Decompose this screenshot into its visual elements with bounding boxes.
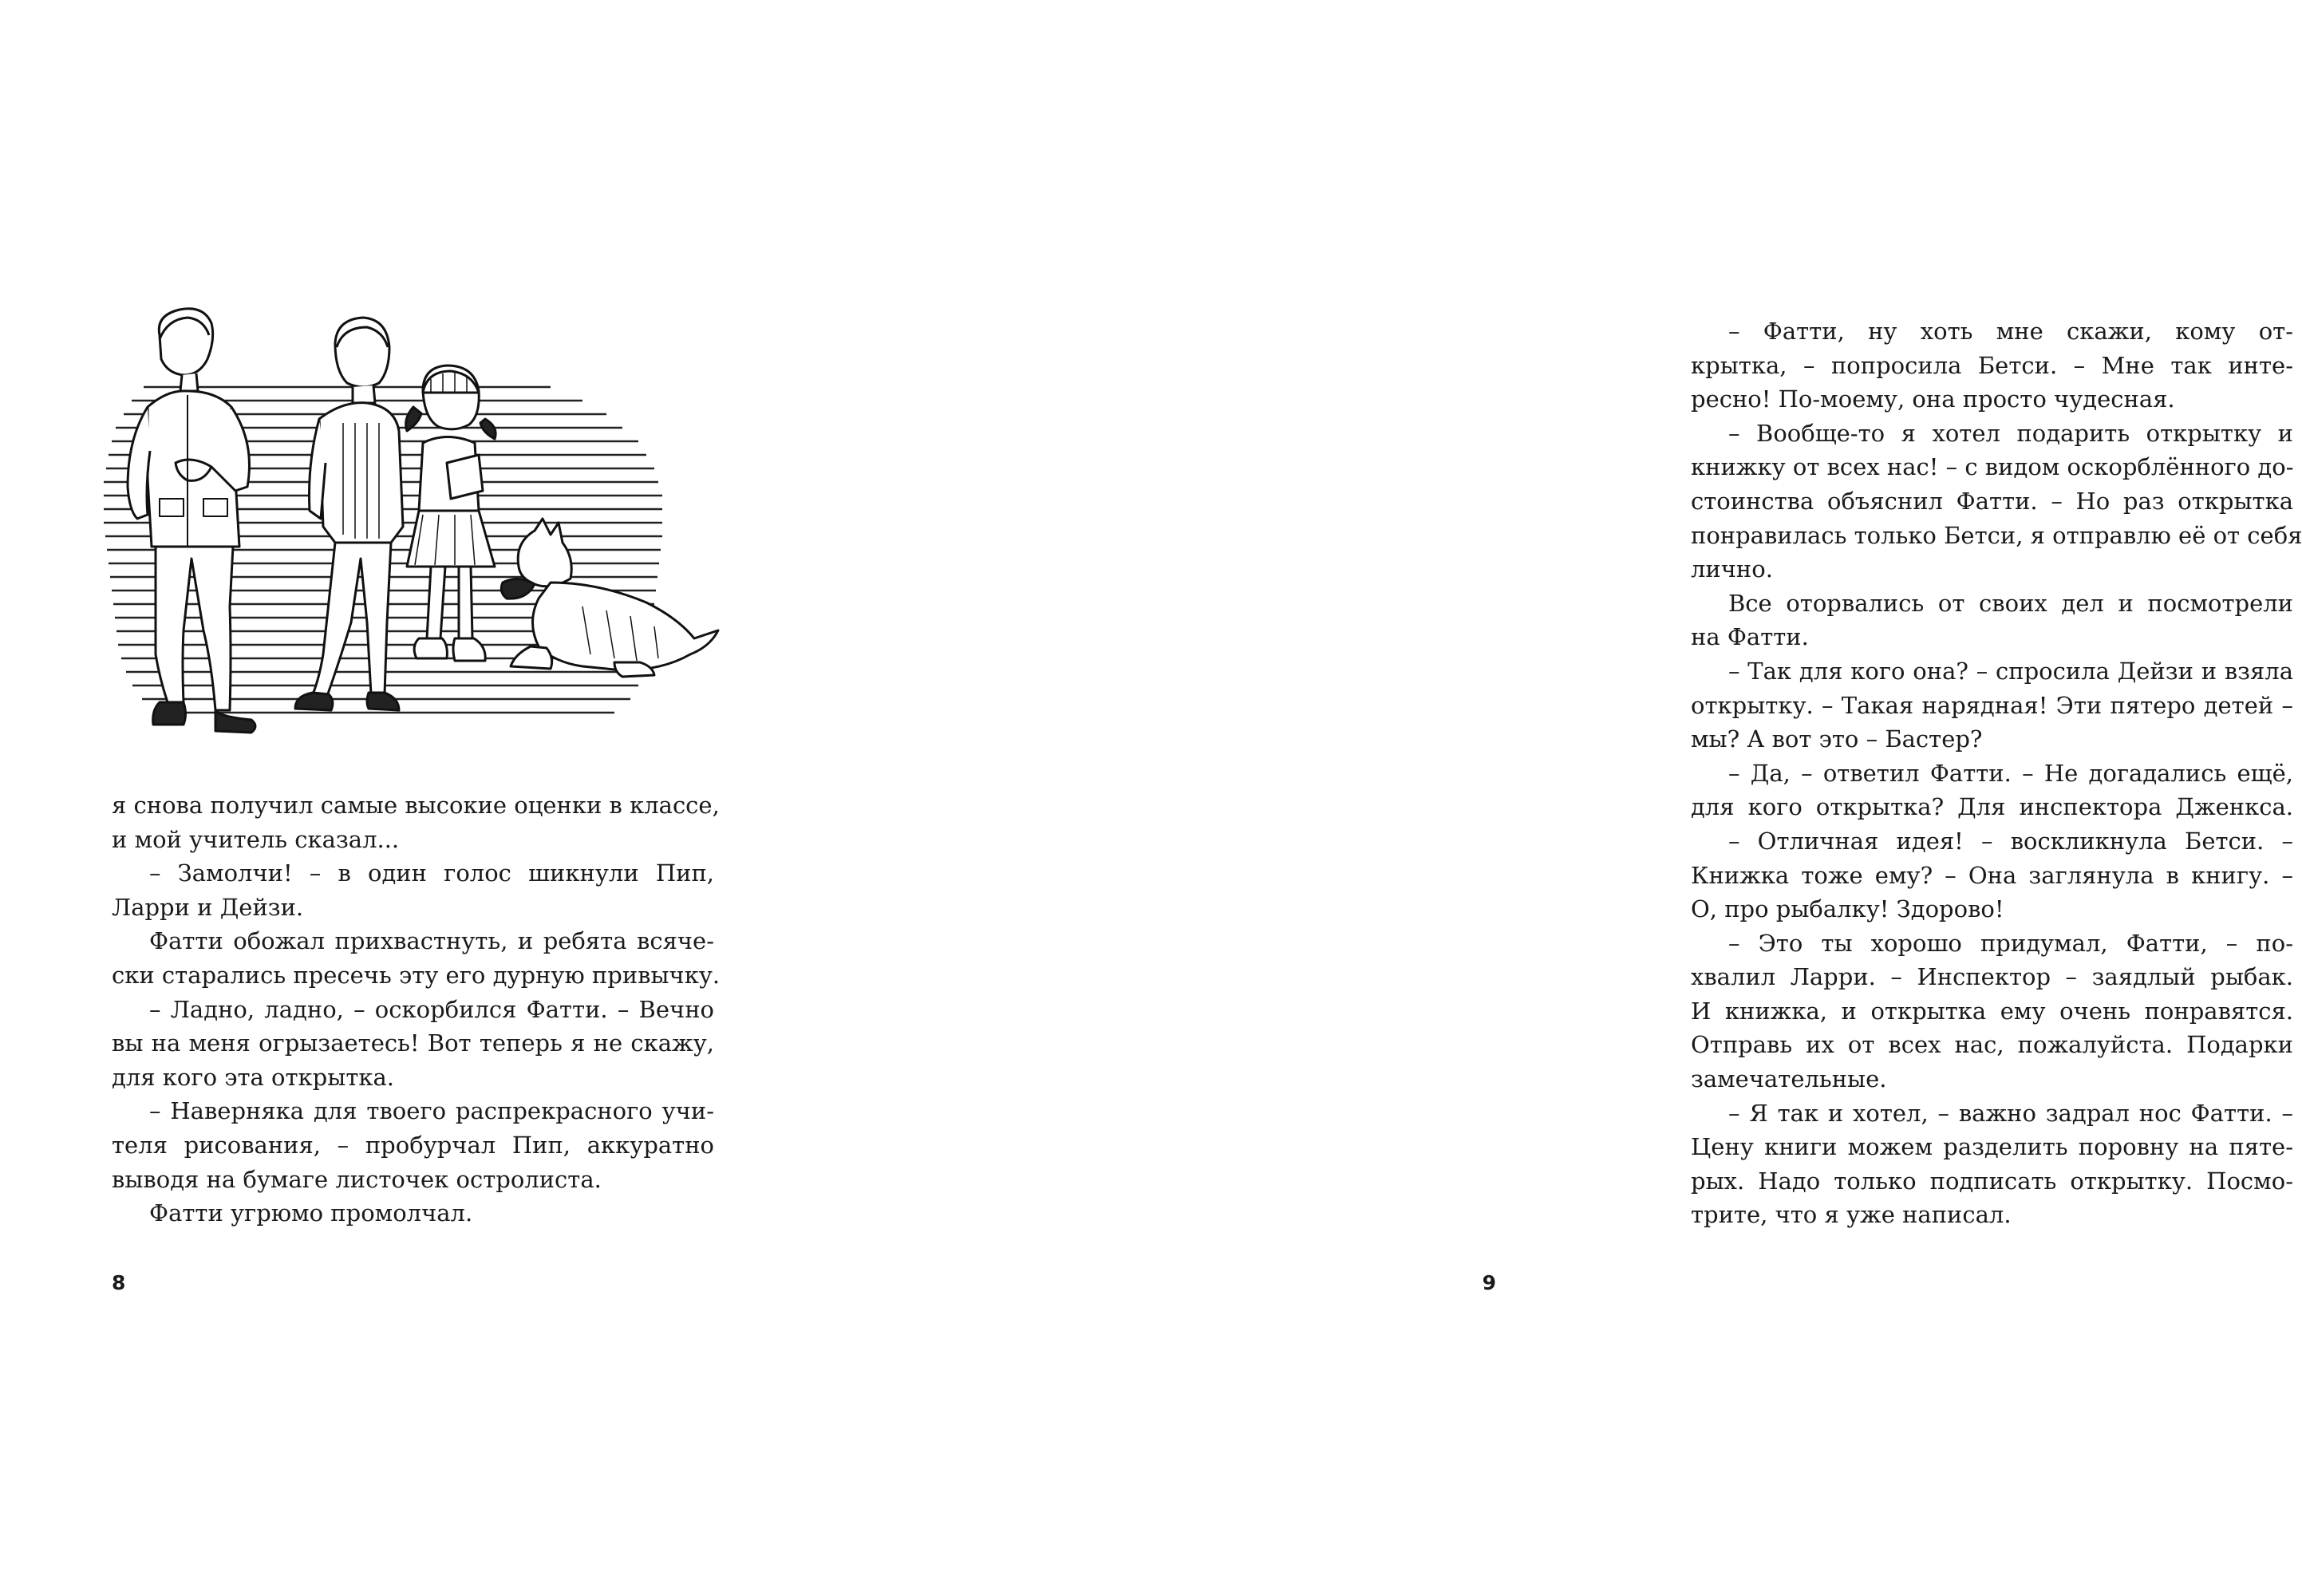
page-number-left: 8 (112, 1271, 126, 1294)
boy-left-figure (128, 309, 255, 733)
text-line: – Я так и хотел, – важно задрал нос Фатти. – (1728, 1099, 2293, 1127)
text-line: – Фатти, ну хоть мне скажи, кому от- (1728, 318, 2293, 345)
text-line: – Да, – ответил Фатти. – Не догадались ещё, (1728, 759, 2293, 787)
right-page (798, 0, 2302, 1596)
text-line: ски старались пресечь эту его дурную привычку. (112, 961, 721, 989)
text-line: – Ладно, ладно, – оскорбился Фатти. – Вечно (149, 995, 714, 1023)
text-line: – Замолчи! – в один голос шикнули Пип, (149, 859, 714, 887)
text-line: на Фатти. (1691, 623, 1809, 651)
left-page-text (112, 788, 721, 1231)
text-line: замечательные. (1691, 1065, 1887, 1093)
text-line: теля рисования, – пробурчал Пип, аккуратно (112, 1131, 714, 1159)
text-line: – Так для кого она? – спросила Дейзи и взяла (1728, 657, 2293, 685)
text-line: рых. Надо только подписать открытку. Посмо- (1691, 1167, 2293, 1195)
text-line: для кого открытка? Для инспектора Дженкса. (1691, 793, 2293, 821)
text-line: – Наверняка для твоего распрекрасного учи- (149, 1097, 714, 1125)
girl-figure (406, 365, 496, 661)
text-line: – Вообще-то я хотел подарить открытку и (1728, 419, 2293, 447)
scottish-terrier-figure (501, 519, 718, 677)
text-line: открытку. – Такая нарядная! Эти пятеро детей – (1691, 691, 2293, 719)
text-line: мы? А вот это – Бастер? (1691, 725, 1983, 753)
left-page (0, 0, 798, 1596)
text-line: – Отличная идея! – воскликнула Бетси. – (1728, 827, 2293, 855)
children-and-dog-illustration (104, 303, 742, 758)
text-line: Ларри и Дейзи. (112, 893, 304, 921)
text-line: О, про рыбалку! Здорово! (1691, 895, 2004, 923)
text-line: Книжка тоже ему? – Она заглянула в книгу. – (1691, 861, 2293, 889)
text-line: понравилась только Бетси, я отправлю её от себя (1691, 521, 2302, 549)
text-line: и мой учитель сказал... (112, 825, 400, 853)
text-line: трите, что я уже написал. (1691, 1201, 2012, 1229)
boy-middle-figure (295, 318, 403, 710)
right-page-text (1691, 314, 2302, 1232)
text-line: Отправь их от всех нас, пожалуйста. Подарки (1691, 1031, 2293, 1059)
text-line: крытка, – попросила Бетси. – Мне так инте- (1691, 351, 2293, 379)
text-line: для кого эта открытка. (112, 1063, 394, 1091)
text-line: И книжка, и открытка ему очень понравятся. (1691, 997, 2293, 1025)
text-line: ресно! По-моему, она просто чудесная. (1691, 385, 2175, 413)
text-line: книжку от всех нас! – с видом оскорблённого до- (1691, 453, 2294, 481)
text-line: Фатти обожал прихвастнуть, и ребята всяче- (149, 927, 714, 955)
text-line: вы на меня огрызаетесь! Вот теперь я не скажу, (112, 1029, 714, 1057)
text-line: лично. (1691, 555, 1773, 583)
text-line: Цену книги можем разделить поровну на пяте- (1691, 1133, 2293, 1161)
page-number-right: 9 (1482, 1271, 1496, 1294)
text-line: Фатти угрюмо промолчал. (149, 1199, 473, 1227)
text-line: стоинства объяснил Фатти. – Но раз открытка (1691, 487, 2293, 515)
text-line: я снова получил самые высокие оценки в классе, (112, 792, 720, 819)
text-line: хвалил Ларри. – Инспектор – заядлый рыбак. (1691, 963, 2293, 991)
text-line: Все оторвались от своих дел и посмотрели (1728, 589, 2293, 617)
text-line: выводя на бумаге листочек остролиста. (112, 1165, 602, 1193)
text-line: – Это ты хорошо придумал, Фатти, – по- (1728, 929, 2293, 957)
